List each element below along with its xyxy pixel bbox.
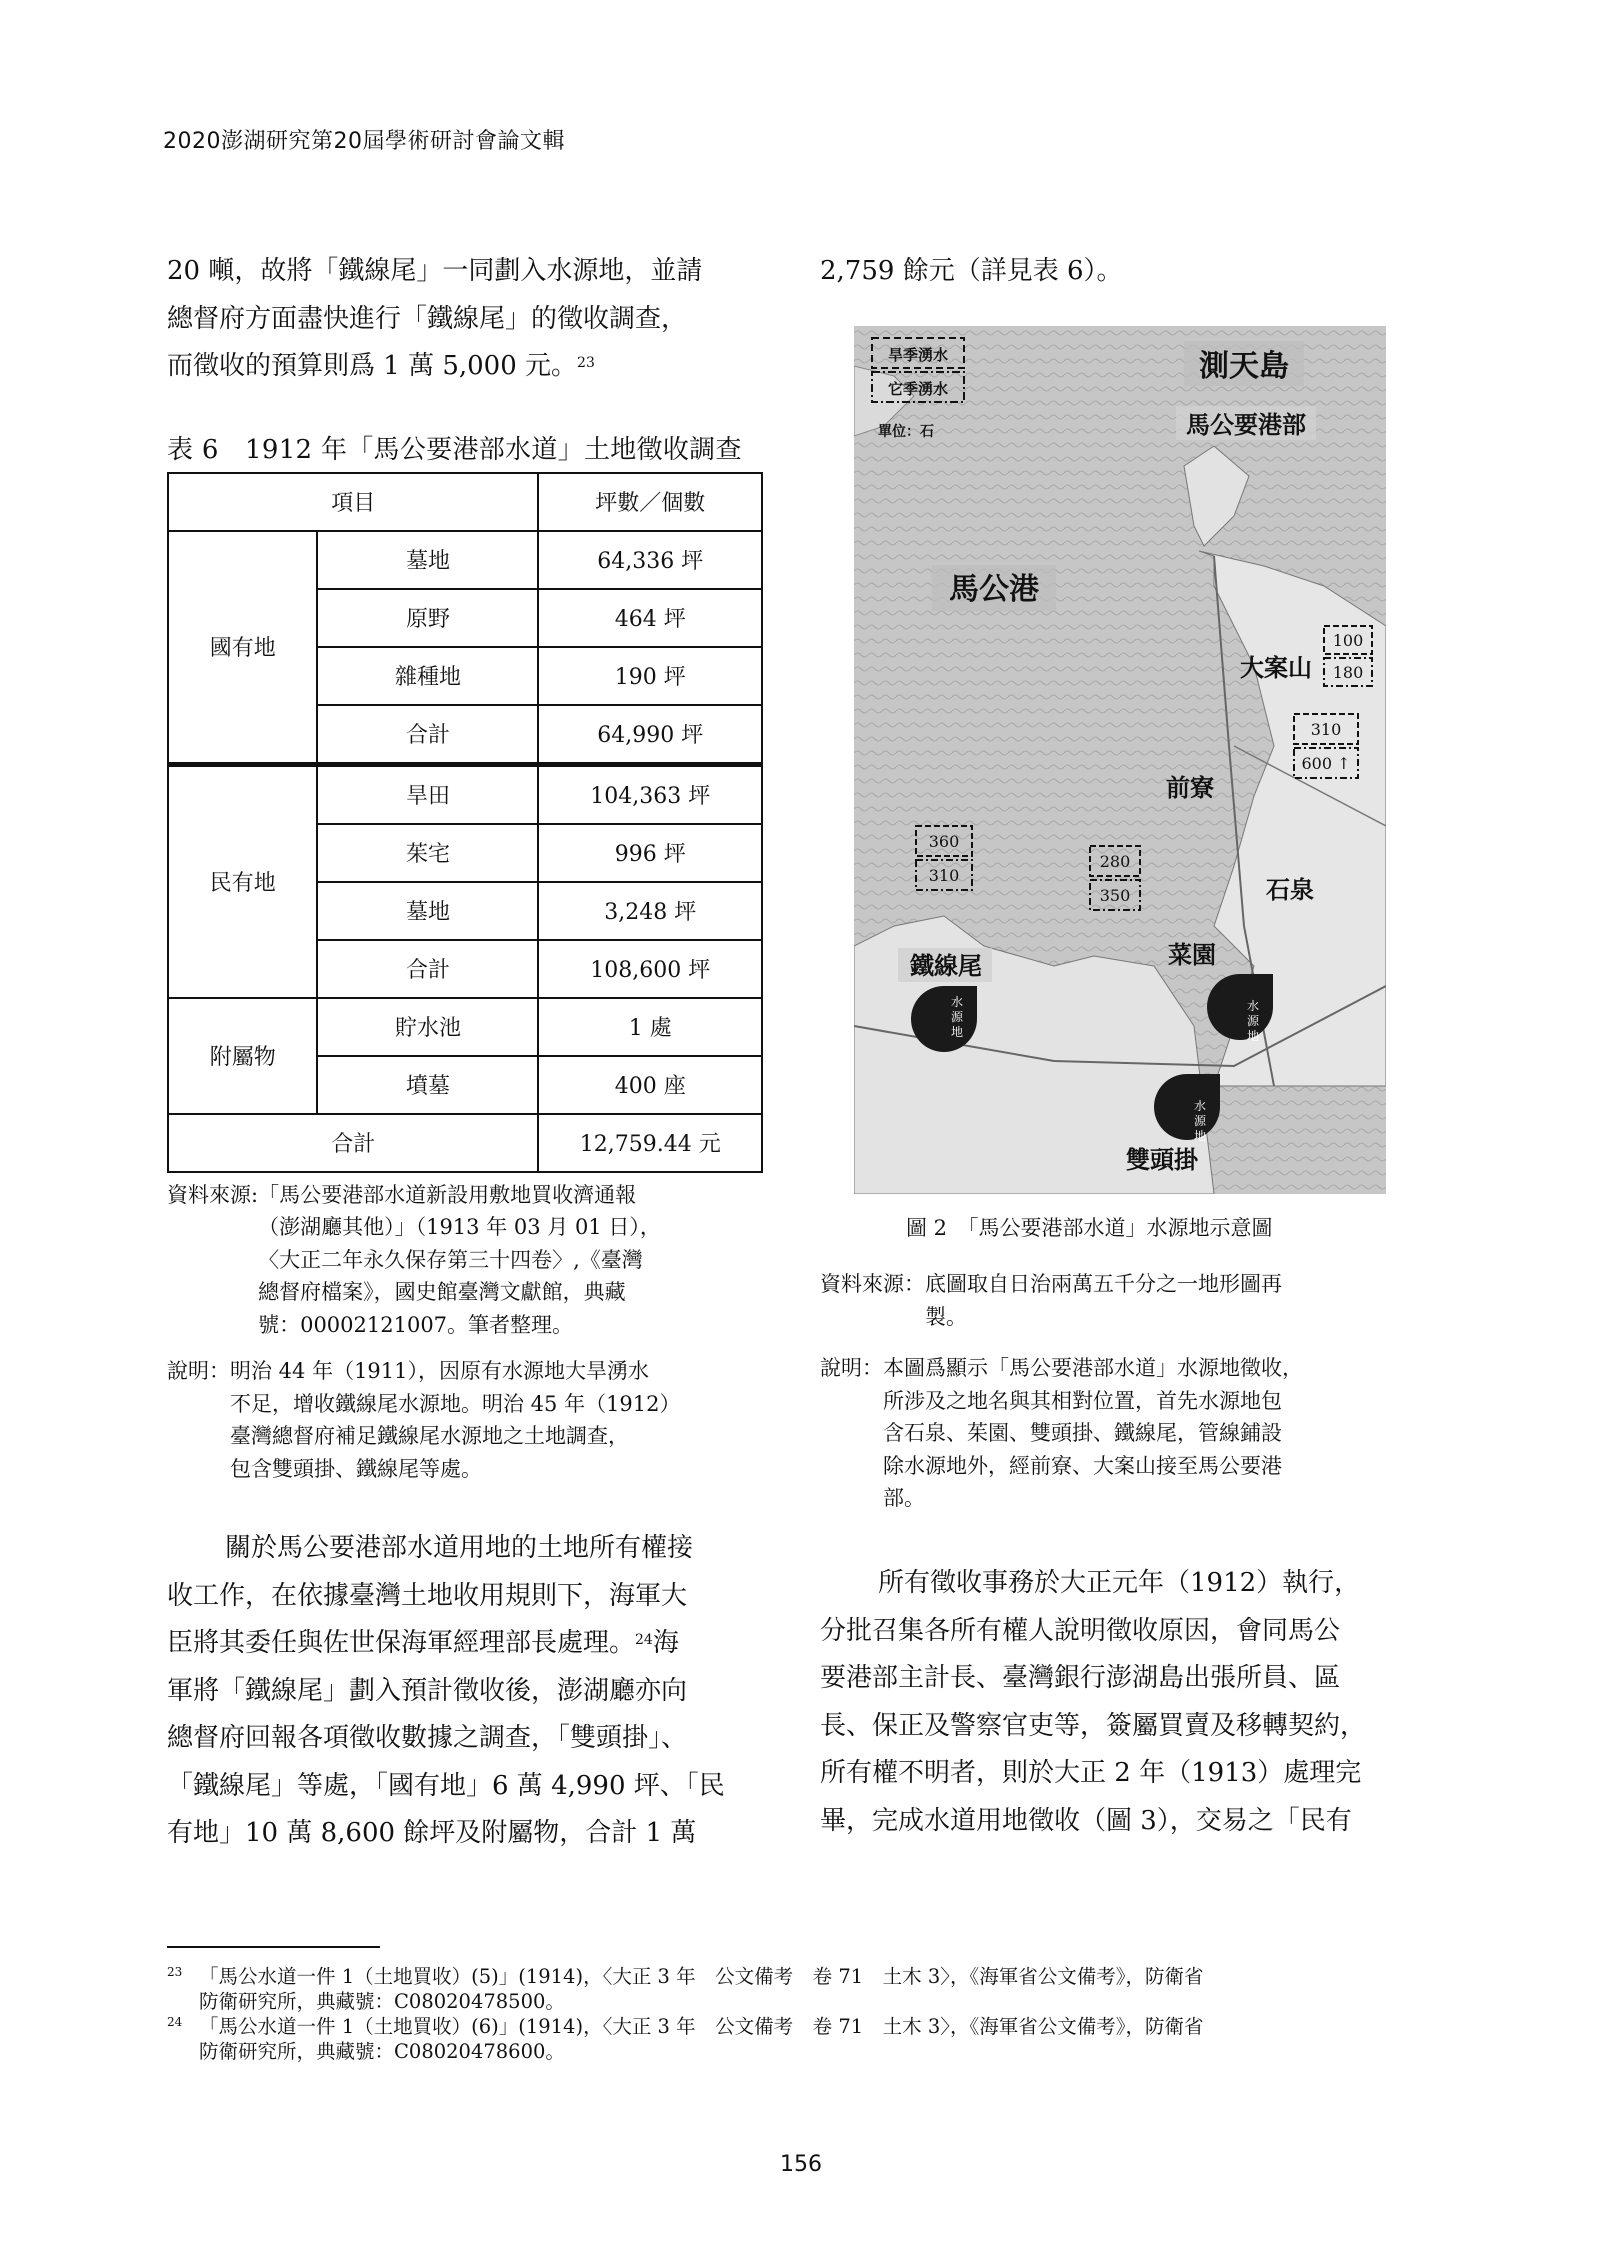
table-row bbox=[168, 764, 762, 824]
table-header-row bbox=[168, 473, 762, 531]
drop-marker-icon bbox=[1154, 1074, 1220, 1140]
text-line: 軍將「鐵線尾」劃入預計徵收後，澎湖廳亦向 bbox=[167, 1675, 688, 1706]
figure-explanation-note bbox=[820, 1352, 1430, 1515]
drop-label-glyph: 源 bbox=[950, 1010, 964, 1024]
label-qianliao: 前寮 bbox=[1166, 774, 1214, 802]
flow-other: 600 ↑ bbox=[1301, 754, 1351, 773]
legend-other-season: 它季湧水 bbox=[887, 380, 949, 398]
text-line: 要港部主計長、臺灣銀行澎湖島出張所員、區 bbox=[820, 1663, 1341, 1693]
item-cell: 墳墓 bbox=[317, 1056, 538, 1114]
label-caiyuan: 菜園 bbox=[1168, 941, 1216, 969]
drop-label-glyph: 地 bbox=[1246, 1029, 1260, 1043]
note-line: （澎湖廳其他）」（1913 年 03 月 01 日）， bbox=[258, 1215, 661, 1239]
drop-label-glyph: 地 bbox=[950, 1025, 964, 1039]
note-line: 底圖取自日治兩萬五千分之一地形圖再 bbox=[925, 1272, 1282, 1296]
footnote-ref-24[interactable]: 24 bbox=[635, 1632, 653, 1648]
category-cell: 國有地 bbox=[168, 531, 317, 765]
item-cell: 茱宅 bbox=[317, 824, 538, 882]
label-cetian-island: 測天島 bbox=[1199, 349, 1289, 384]
footnotes bbox=[167, 1964, 1427, 2064]
value-cell: 400 座 bbox=[538, 1056, 762, 1114]
value-cell: 108,600 坪 bbox=[538, 940, 762, 998]
drop-label-glyph: 地 bbox=[1193, 1129, 1207, 1143]
text-line: 總督府方面盡快進行「鐵線尾」的徵收調查， bbox=[167, 303, 688, 334]
category-cell: 民有地 bbox=[168, 764, 317, 998]
footnote-number: 23 bbox=[167, 1965, 183, 1979]
note-line: 〈大正二年永久保存第三十四卷〉,《臺灣 bbox=[258, 1247, 643, 1272]
text-line: 總督府回報各項徵收數據之調查，「雙頭掛」、 bbox=[167, 1723, 688, 1753]
item-cell: 合計 bbox=[317, 940, 538, 998]
footnote-divider bbox=[167, 1946, 380, 1948]
note-line: 總督府檔案》，國史館臺灣文獻館，典藏 bbox=[258, 1280, 626, 1304]
intro-paragraph bbox=[167, 248, 765, 391]
label-shiquan: 石泉 bbox=[1266, 876, 1314, 904]
drop-label bbox=[951, 994, 964, 1039]
text-line: 收工作，在依據臺灣土地收用規則下，海軍大 bbox=[167, 1580, 688, 1611]
text-line: 而徵收的預算則爲 1 萬 5,000 元。$^{23}$ bbox=[167, 351, 595, 381]
footnote-ref-23[interactable]: 23 bbox=[577, 355, 595, 371]
running-header: 2020澎湖研究第20屆學術研討會論文輯 bbox=[163, 129, 565, 154]
drop-label-glyph: 水 bbox=[1246, 999, 1260, 1013]
drop-label bbox=[1247, 998, 1260, 1043]
note-line: 部。 bbox=[883, 1486, 925, 1510]
text-line: 關於馬公要港部水道用地的土地所有權接 bbox=[225, 1533, 694, 1563]
flow-dry: 360 bbox=[928, 832, 960, 851]
footnote-23 bbox=[167, 1964, 1427, 2014]
total-value: 12,759.44 元 bbox=[538, 1114, 762, 1172]
total-label: 合計 bbox=[168, 1114, 538, 1172]
flow-dry: 310 bbox=[1310, 720, 1342, 739]
table-explanation-note bbox=[167, 1355, 765, 1485]
value-cell: 3,248 坪 bbox=[538, 882, 762, 940]
label-makung-harbor: 馬公港 bbox=[949, 572, 1039, 607]
drop-marker-icon bbox=[911, 986, 977, 1052]
drop-label-glyph: 源 bbox=[1193, 1114, 1207, 1128]
flow-dry: 280 bbox=[1099, 852, 1131, 871]
label-makung-naval-base: 馬公要港部 bbox=[1186, 411, 1306, 439]
map-svg bbox=[854, 326, 1386, 1194]
flow-dry: 100 bbox=[1332, 631, 1364, 650]
table-row bbox=[168, 998, 762, 1056]
footnote-number: 24 bbox=[167, 2015, 183, 2029]
text-line: 有地」10 萬 8,600 餘坪及附屬物，合計 1 萬 bbox=[167, 1818, 697, 1848]
note-line: 「馬公要港部水道新設用敷地買收濟通報 bbox=[258, 1182, 637, 1207]
value-cell: 464 坪 bbox=[538, 589, 762, 647]
text-line: 所有徵收事務於大正元年（1912）執行， bbox=[878, 1568, 1361, 1598]
footnote-line: 「馬公水道一件 1（土地買收）(6)」(1914)，〈大正 3 年 公文備考 卷 71 土木 3〉，《海軍省公文備考》，防衛省 bbox=[199, 2015, 1204, 2038]
value-cell: 1 處 bbox=[538, 998, 762, 1056]
drop-marker-icon bbox=[1207, 974, 1273, 1040]
note-line: 不足，增收鐵線尾水源地。明治 45 年（1912） bbox=[230, 1391, 681, 1416]
label-tiexianwei: 鐵線尾 bbox=[910, 952, 982, 980]
text-line: 畢，完成水道用地徵收（圖 3），交易之「民有 bbox=[820, 1805, 1352, 1836]
flow-other: 180 bbox=[1332, 663, 1364, 682]
text-line: 所有權不明者，則於大正 2 年（1913）處理完 bbox=[820, 1758, 1362, 1788]
note-line: 含石泉、茱園、雙頭掛、鐵線尾，管線鋪設 bbox=[883, 1421, 1282, 1445]
water-source-map bbox=[854, 326, 1386, 1194]
header-value: 坪數／個數 bbox=[538, 473, 762, 531]
footnote-line: 防衛研究所，典藏號：C08020478500。 bbox=[199, 1990, 565, 2013]
page-number: 156 bbox=[780, 2152, 822, 2177]
note-line: 除水源地外，經前寮、大案山接至馬公要港 bbox=[883, 1453, 1282, 1478]
figure-source-note bbox=[820, 1268, 1430, 1333]
header-item: 項目 bbox=[168, 473, 538, 531]
note-line: 明治 44 年（1911），因原有水源地大旱湧水 bbox=[230, 1359, 650, 1383]
right-body-paragraph bbox=[820, 1560, 1425, 1845]
figure-caption: 圖 2 「馬公要港部水道」水源地示意圖 bbox=[906, 1216, 1273, 1240]
value-cell: 996 坪 bbox=[538, 824, 762, 882]
text-line: 長、保正及警察官吏等，簽屬買賣及移轉契約， bbox=[820, 1710, 1367, 1741]
note-label: 資料來源: bbox=[167, 1182, 259, 1207]
footnote-line: 「馬公水道一件 1（土地買收）(5)」(1914)，〈大正 3 年 公文備考 卷 71 土木 3〉，《海軍省公文備考》，防衛省 bbox=[199, 1965, 1204, 1988]
note-line: 製。 bbox=[925, 1304, 967, 1329]
item-cell: 墓地 bbox=[317, 882, 538, 940]
body-paragraph bbox=[167, 1525, 765, 1858]
text-line: 20 噸，故將「鐵線尾」一同劃入水源地，並請 bbox=[167, 256, 703, 286]
land-acquisition-table bbox=[167, 472, 763, 1173]
label-shuangtougua: 雙頭掛 bbox=[1126, 1146, 1198, 1174]
left-column bbox=[167, 248, 765, 1858]
note-line: 號：00002121007。筆者整理。 bbox=[258, 1312, 574, 1337]
value-cell: 64,990 坪 bbox=[538, 705, 762, 765]
value-cell: 64,336 坪 bbox=[538, 531, 762, 589]
table-caption: 表 6 1912 年「馬公要港部水道」土地徵收調查 bbox=[167, 434, 742, 465]
right-column bbox=[820, 248, 1420, 296]
note-label: 說明： bbox=[167, 1359, 230, 1383]
table-row bbox=[168, 531, 762, 589]
text-line: 臣將其委任與佐世保海軍經理部長處理。$^{24}$海 bbox=[167, 1628, 679, 1658]
note-line: 包含雙頭掛、鐵線尾等處。 bbox=[230, 1456, 482, 1481]
note-label: 說明： bbox=[820, 1356, 883, 1380]
legend-unit: 單位：石 bbox=[878, 424, 934, 440]
footnote-line: 防衛研究所，典藏號：C08020478600。 bbox=[199, 2040, 565, 2063]
text-line: 「鐵線尾」等處，「國有地」6 萬 4,990 坪、「民 bbox=[167, 1770, 725, 1801]
value-cell: 190 坪 bbox=[538, 647, 762, 705]
flow-other: 350 bbox=[1099, 886, 1131, 905]
table-total-row bbox=[168, 1114, 762, 1172]
note-label: 資料來源： bbox=[820, 1272, 925, 1296]
legend-dry-season: 旱季湧水 bbox=[887, 346, 949, 364]
text-line: 分批召集各所有權人說明徵收原因，會同馬公 bbox=[820, 1615, 1341, 1646]
item-cell: 合計 bbox=[317, 705, 538, 765]
item-cell: 原野 bbox=[317, 589, 538, 647]
drop-label-glyph: 水 bbox=[1193, 1099, 1207, 1113]
continuation-paragraph bbox=[820, 248, 1420, 296]
drop-label-glyph: 水 bbox=[950, 995, 964, 1009]
label-daanshan: 大案山 bbox=[1240, 654, 1312, 682]
table-source-note bbox=[167, 1179, 765, 1342]
note-line: 所涉及之地名與其相對位置，首先水源地包 bbox=[883, 1388, 1282, 1413]
footnote-24 bbox=[167, 2014, 1427, 2064]
drop-label bbox=[1194, 1098, 1207, 1143]
category-cell: 附屬物 bbox=[168, 998, 317, 1114]
item-cell: 旱田 bbox=[317, 764, 538, 824]
item-cell: 貯水池 bbox=[317, 998, 538, 1056]
flow-other: 310 bbox=[928, 866, 960, 885]
drop-label-glyph: 源 bbox=[1246, 1014, 1260, 1028]
water-source-tiexianwei bbox=[911, 986, 977, 1052]
item-cell: 雜種地 bbox=[317, 647, 538, 705]
value-cell: 104,363 坪 bbox=[538, 764, 762, 824]
note-line: 本圖爲顯示「馬公要港部水道」水源地徵收， bbox=[883, 1356, 1303, 1380]
text-line: 2,759 餘元（詳見表 6）。 bbox=[820, 256, 1123, 286]
item-cell: 墓地 bbox=[317, 531, 538, 589]
note-line: 臺灣總督府補足鐵線尾水源地之土地調查， bbox=[230, 1424, 629, 1448]
